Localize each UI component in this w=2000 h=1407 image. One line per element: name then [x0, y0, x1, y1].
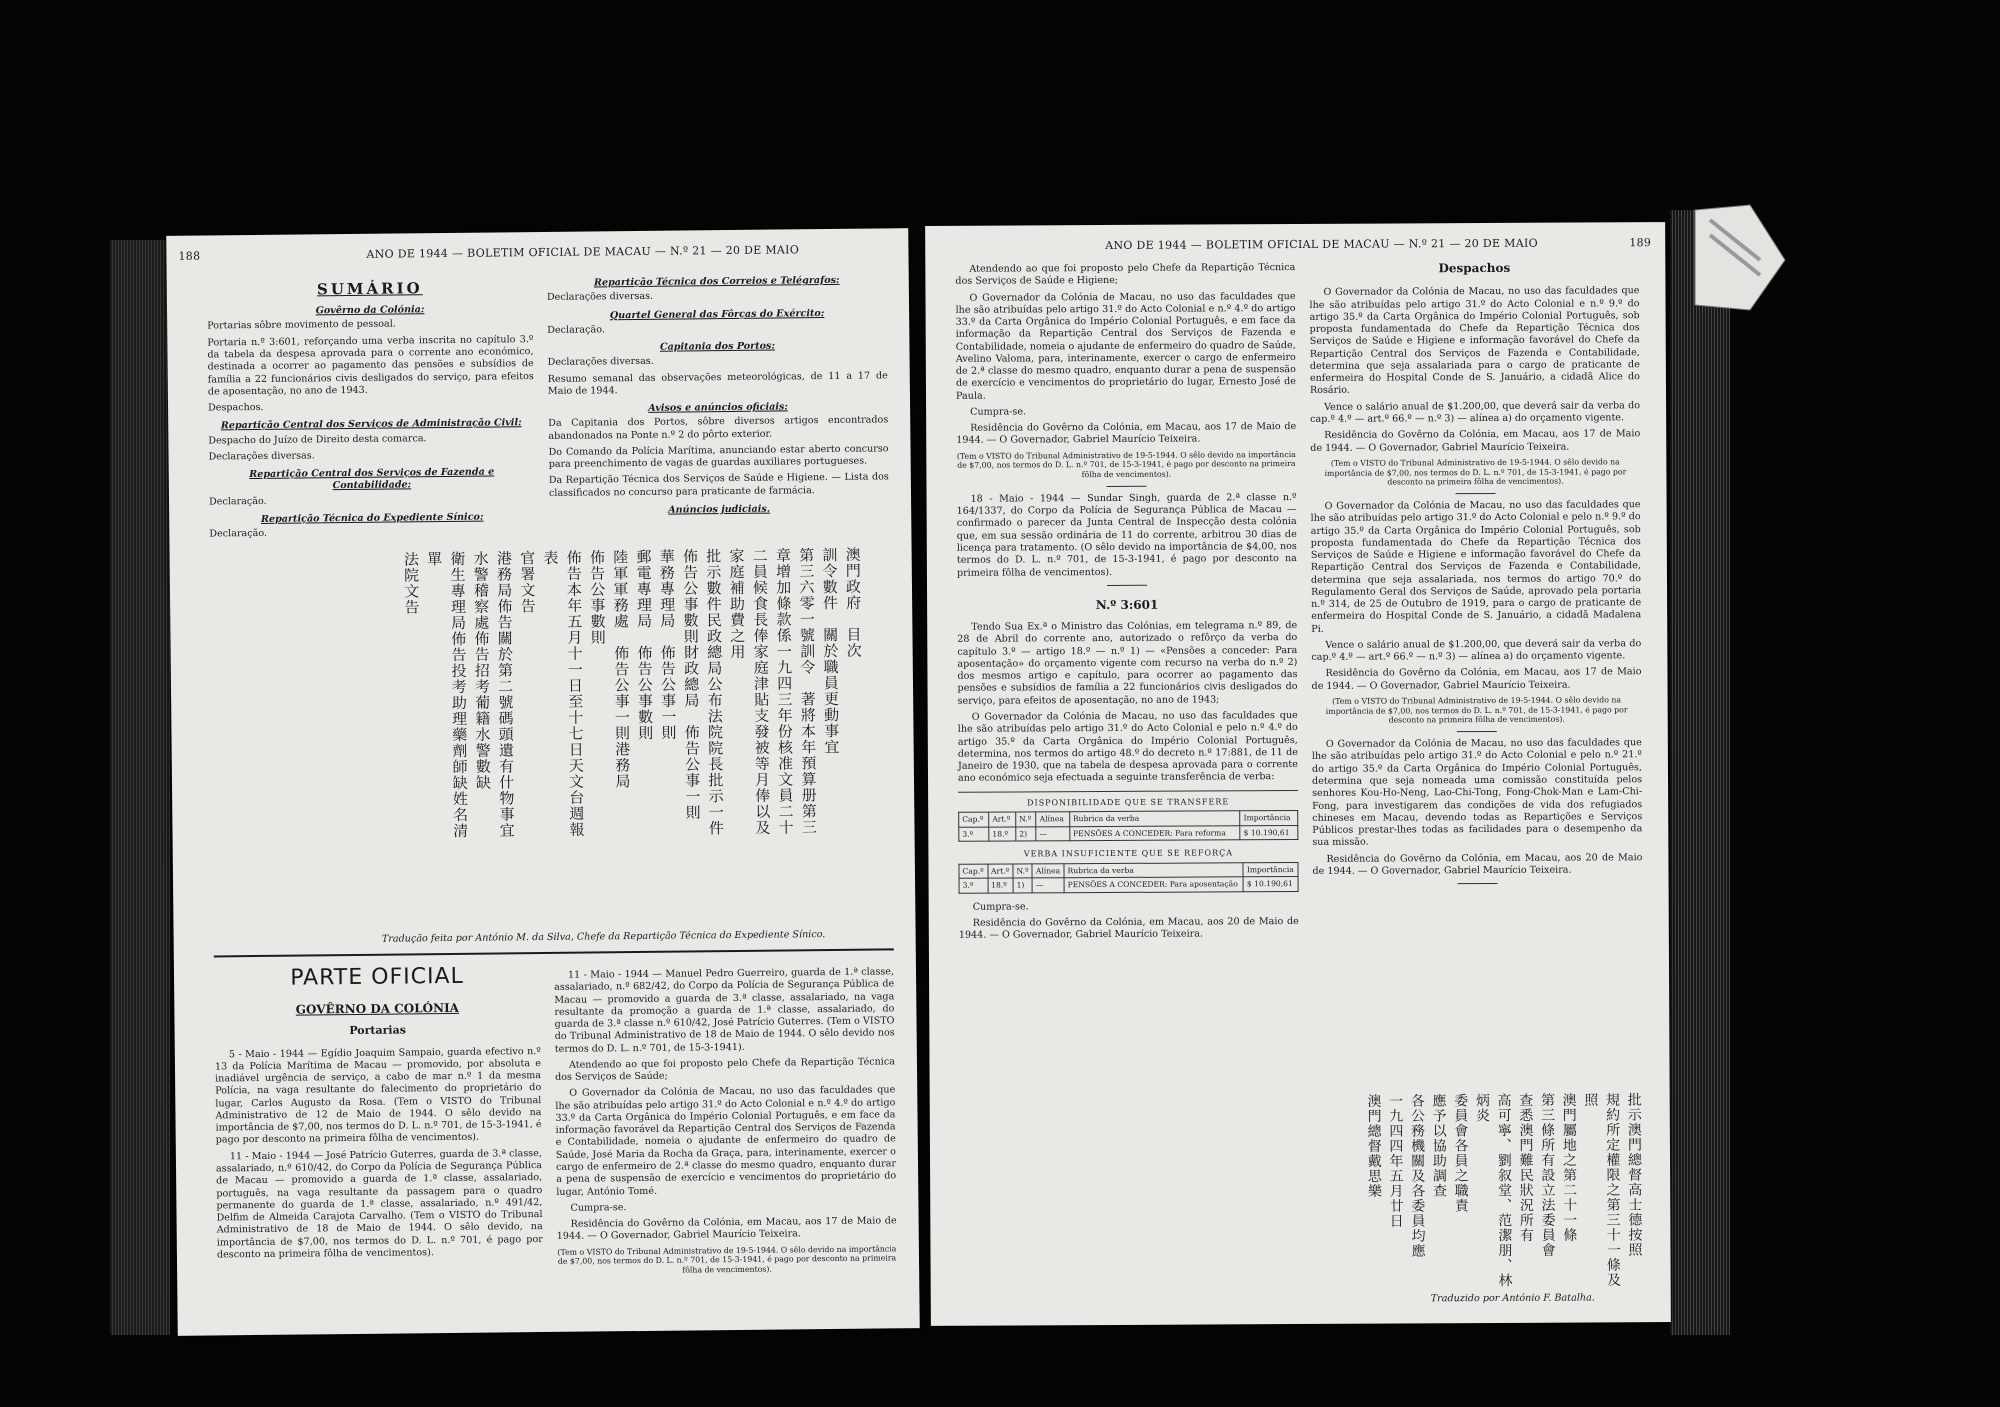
paragraph: O Governador da Colónia de Macau, no uso das faculdades que lhe são atribuídas pelo artigo 31.º do Acto Colonial e n.º 4.º do artigo 33.º da Carta Orgânica do Império Colonial Português, e em face da informação favorável da Repartição Central dos Serviços de Fazenda e Contabilidade, nomeia o ajudante de enfermeiro do quadro de Saúde, José Maria da Rocha da Graça, para, interinamente, exercer o cargo de enfermeiro de 2.ª classe do mesmo quadro, enquanto durar a pena de suspensão de exercício e vencimentos do proprietário do lugar, António Tomé. [555, 1084, 897, 1198]
page-number: 188 [178, 249, 201, 263]
portarias-heading: Portarias [349, 1022, 406, 1037]
book-edge-left [110, 240, 170, 1335]
sumario-item: Declarações diversas. [208, 450, 315, 463]
paragraph: Residência do Govêrno da Colónia, em Macau, aos 20 de Maio de 1944. — O Governador, Gabriel Maurício Teixeira. [958, 916, 1299, 942]
chinese-column: 查悉澳門難民狀況所有 [1517, 1092, 1535, 1243]
translation-note: Tradução feita por António M. da Silva, Chefe da Repartição Técnica do Expediente Sínico. [381, 929, 826, 945]
paragraph: Vence o salário anual de $1.200,00, que deverá sair da verba do cap.º 4.º — art.º 66.º — n.º 3) — alínea a) do orçamento vigente. [1311, 638, 1642, 664]
paragraph: Tendo Sua Ex.ª o Ministro das Colónias, em telegrama n.º 89, de 28 de Abril do corrente ano, autorizado o refôrço da verba do capítulo 3.º — artigo 18.º — n.º 1) — «Pensões a conceder: Para aposentação» do orçamento vigente com recurso na verba do n.º 2) dos mesmos artigo e capítulo, para ocorrer ao pagamento das pensões e subsídios de família a 22 funcionários civis desligados do serviço, para efeitos de aposentação, no ano de 1943; [957, 620, 1298, 707]
left-column [955, 262, 1299, 947]
right-column [1309, 260, 1642, 891]
sumario-section-heading: Anúncios judiciais. [668, 503, 771, 516]
table-cell: 3.º [959, 878, 988, 893]
paragraph: Residência do Govêrno da Colónia, em Macau, aos 17 de Maio de 1944. — O Governador, Gabriel Maurício Teixeira. [1310, 428, 1641, 454]
sumario-section-heading: Avisos e anúncios oficiais: [648, 401, 788, 415]
paragraph: Residência do Govêrno da Colónia, em Macau, aos 20 de Maio de 1944. — O Governador, Gabriel Maurício Teixeira. [1312, 851, 1643, 877]
page-number: 189 [1629, 236, 1652, 250]
right-column [554, 966, 897, 1282]
paragraph: O Governador da Colónia de Macau, no uso das faculdades que lhe são atribuídas pelo artigo 31.º do Acto Colonial e pelo n.º 21.º do artigo 35.º da Carta Orgânica do Império Colonial Português, determina que seja nomeada uma comissão constituída pelos senhores Kou-Ho-Neng, Lao-Chi-Tong, Fong-Chok-Man e Lam-Chi-Fong, para investigarem das condições de vida dos refugiados chineses em Macau, devendo todas as Repartições e Serviços Públicos prestar-lhes todas as facilidades para o desempenho da sua missão. [1311, 737, 1643, 849]
visto-note: (Tem o VISTO do Tribunal Administrativo de 19-5-1944. O sêlo devido na importância de $7,00, nos termos do D. L. n.º 701, de 15-3-1941, é pago por desconto na primeira fôlha de vencimentos). [956, 449, 1296, 480]
chinese-column: 公布法院院長批示一件 [705, 676, 726, 837]
table-cell: $ 10.190,61 [1240, 825, 1298, 840]
despachos-heading: Despachos [1438, 260, 1511, 276]
table-header: N.º [1016, 812, 1037, 827]
book-edge-right [1670, 210, 1730, 1335]
reinforce-table [958, 861, 1298, 893]
paragraph: 5 - Maio - 1944 — Egídio Joaquim Sampaio, guarda efectivo n.º 13 da Polícia Marítima de Macau — promovido, por absoluta e inadiável urgência de serviço, a cabo de mar n.º 1 da mesma Polícia, na vaga resultante do falecimento do proprietário do lugar, Carlos Augusto da Rosa. (Tem o VISTO do Tribunal Administrativo de 12 de Maio de 1944. O sêlo devido na importância de $7,00, nos termos do D. L. n.º 701, de 15-3-1941, é pago por desconto na primeira fôlha de vencimentos). [214, 1045, 542, 1146]
paragraph: Cumpra-se. [570, 1201, 627, 1214]
paragraph: Cumpra-se. [972, 901, 1029, 913]
table-header: Cap.º [959, 864, 988, 879]
right-page [925, 222, 1671, 1326]
table-cell: — [1036, 826, 1069, 841]
chinese-column: 佈告公事數則 [587, 549, 607, 646]
table-header: Alínea [1036, 812, 1069, 827]
table-header: Cap.º [959, 812, 989, 827]
chinese-column: 第三六零一號訓令 著將本年預算册第三章增加條款係一九四三年份核准文員二十二員候食長俸家庭津貼支發被等月俸以及家庭補助費之用 [727, 547, 819, 836]
sumario-title: SUMÁRIO [316, 279, 423, 299]
sumario-item: Resumo semanal das observações meteorológicas, de 11 a 17 de Maio de 1944. [547, 369, 888, 397]
sumario-left [207, 278, 536, 545]
paragraph: Residência do Govêrno da Colónia, em Macau, aos 17 de Maio de 1944. — O Governador, Gabriel Maurício Teixeira. [556, 1215, 897, 1243]
page-header: ANO DE 1944 — BOLETIM OFICIAL DE MACAU — N.º 21 — 20 DE MAIO [1105, 236, 1538, 253]
chinese-column: 港務局 [613, 741, 632, 790]
paragraph: Residência do Govêrno da Colónia, em Macau, aos 17 de Maio de 1944. — O Governador, Gabriel Maurício Teixeira. [956, 421, 1297, 447]
portaria-number: N.º 3:601 [1095, 597, 1159, 612]
parte-oficial-heading: PARTE OFICIAL [290, 963, 464, 991]
table-header: Importância [1240, 810, 1298, 825]
chinese-column: 批示 [1625, 1092, 1642, 1123]
left-page [166, 228, 919, 1336]
sumario-section-heading: Quartel General das Fôrças do Exército: [609, 307, 825, 321]
sundar-paragraph: 18 - Maio - 1944 — Sundar Singh, guarda de 2.ª classe n.º 164/1337, do Corpo da Polícia de Segurança Pública de Macau — confirmado o parecer da Junta Central de Inspecção desta colónia que, em sua sessão ordinária de 11 do corrente, arbitrou 30 dias de licença para tratamento. (O sêlo devido na importância de $4,00, nos termos do D. L. n.º 701, de 15-3-1941, é pago por desconto na primeira fôlha de vencimentos). [956, 491, 1297, 579]
paragraph: Residência do Govêrno da Colónia, em Macau, aos 17 de Maio de 1944. — O Governador, Gabriel Maurício Teixeira. [1311, 666, 1642, 692]
sumario-section-heading: Capitania dos Portos: [659, 340, 776, 353]
visto-note: (Tem o VISTO do Tribunal Administrativo de 19-5-1944. O sêlo devido na importância de $7,00, nos termos do D. L. n.º 701, de 15-3-1941, é pago por desconto na primeira fôlha de vencimentos). [1324, 457, 1627, 487]
chinese-column: 港務局佈告關於第二號碼頭遺有什物事宜 [494, 550, 516, 839]
chinese-column: 澳門總督高士德按照 [1625, 1122, 1643, 1258]
chinese-index [224, 547, 867, 854]
table-cell: 1) [1013, 878, 1032, 893]
table-cell: 18.º [989, 827, 1016, 842]
chinese-column: 批示數件 [704, 548, 723, 613]
chinese-column: 陸軍軍務處 佈告公事一則 [611, 549, 632, 742]
sumario-section-heading: Repartição Técnica dos Correios e Telégrafos: [593, 274, 840, 289]
sumario-item: Despacho do Juízo de Direito desta comarca. [208, 432, 427, 447]
table-cell: 18.º [988, 878, 1014, 893]
left-column [214, 962, 543, 1266]
chinese-column: 澳門總督戴思樂 [1365, 1093, 1382, 1199]
paragraph: O Governador da Colónia de Macau, no uso das faculdades que lhe são atribuídas pelo artigo 31.º do Acto Colonial e pelo n.º 9.º do artigo 35.º da Carta Orgânica do Império Colonial Português, sob proposta fundamentada do Chefe da Repartição Técnica dos Serviços de Saúde e Higiene e informação favorável do Chefe da Repartição Central dos Serviços de Fazenda e Contabilidade, determina que seja assalariada, nos termos do artigo 70.º do Regulamento Geral dos Serviços de Saúde, aprovado pela portaria n.º 314, de 25 de Outubro de 1919, para o cargo de praticante de enfermeira do Hospital Conde de S. Januário, a cidadã Madalena Pi. [1310, 499, 1642, 635]
paragraph: O Governador da Colónia de Macau, no uso das faculdades que lhe são atribuídas pelo artigo 31.º do Acto Colonial e n.º 9.º do artigo 35.º da Carta Orgânica do Império Colonial Português, sob proposta fundamentada do Chefe da Repartição Técnica dos Serviços de Saúde e Higiene e informação favorável do Chefe da Repartição Central dos Serviços de Fazenda e Contabilidade, determina que seja assalariada para o cargo de praticante de enfermeira do Hospital Conde de S. Januário, a cidadã Alice do Rosário. [1309, 285, 1640, 397]
page-header: ANO DE 1944 — BOLETIM OFICIAL DE MACAU — N.º 21 — 20 DE MAIO [366, 243, 800, 261]
divider [214, 948, 894, 957]
table-header: Importância [1243, 862, 1298, 877]
chinese-column: 佈告公事數則 [680, 548, 700, 645]
paragraph: O Governador da Colónia de Macau, no uso das faculdades que lhe são atribuídas pelo artigo 31.º do Acto Colonial e pelo n.º 4.º do artigo 35.º da Carta Orgânica do Império Colonial Português, determina, nos termos do artigo 48.º do decreto n.º 17:881, de 11 de Janeiro de 1930, que na tabela de despesa aprovada para o corrente ano económico seja efectuada a seguinte transferência de verba: [957, 710, 1298, 785]
paragraph: Atendendo ao que foi proposto pelo Chefe da Repartição Técnica dos Serviços de Saúde e Higiene; [955, 262, 1296, 288]
sumario-item: Declaração. [208, 495, 267, 508]
sumario-section-heading: Repartição Técnica do Expediente Sínico: [260, 511, 484, 525]
table1-title: DISPONIBILIDADE QUE SE TRANSFERE [1027, 796, 1230, 808]
sumario-section-heading: Govêrno da Colónia: [315, 304, 425, 317]
sumario-item: Portaria n.º 3:601, reforçando uma verba inscrita no capítulo 3.º da tabela da despesa aprovada para o corrente ano económico, destinada a ocorrer ao pagamento das pensões e subsídios de família a 22 funcionários civis desligados do serviço, para efeitos de aposentação, no ano de 1943. [207, 333, 534, 398]
chinese-column: 郵電專理局 佈告公事數則 [634, 548, 655, 742]
sumario-item: Declarações diversas. [547, 356, 654, 369]
chinese-column: 規約所定權限之第三十一條及照 [1582, 1092, 1622, 1288]
table-header: Rubrica da verba [1069, 811, 1240, 827]
sumario-item: Declarações diversas. [546, 291, 654, 304]
translator-credit: Traduzido por António F. Batalha. [1430, 1292, 1595, 1305]
sumario-item: Portarias sôbre movimento de pessoal. [207, 318, 396, 332]
table-cell: 2) [1016, 826, 1037, 841]
paragraph: 11 - Maio - 1944 — Manuel Pedro Guerreiro, guarda de 1.ª classe, assalariado, n.º 682/42, do Corpo da Polícia de Segurança Pública de Macau — promovido a guarda de 3.ª classe, assalariado, na vaga resultante da promoção a guarda de 1.ª classe, assalariado, do guarda de 3.ª classe n.º 610/42, José Patrício Guterres. (Tem o VISTO do Tribunal Administrativo de 18 de Maio de 1944. O sêlo devido nos termos do D. L. n.º 701, de 15-3-1941). [554, 966, 895, 1055]
sumario-item: Da Capitania dos Portos, sôbre diversos artigos encontrados abandonados na Ponte n.º 2 do pôrto exterior. [548, 414, 889, 442]
chinese-column: 委員會各員之職責 [1452, 1093, 1469, 1214]
page-tab-marker [1690, 200, 1790, 320]
paragraph: 11 - Maio - 1944 — José Patrício Guterres, guarda de 3.ª classe, assalariado, n.º 610/42, do Corpo da Polícia de Segurança Pública de Macau — promovido a guarda de 1.ª classe, assalariado, português, na vaga resultante da passagem para o quadro permanente do guarda de 1.ª classe, assalariado, n.º 491/42, Delfim de Almeida Carajota Carvalho. (Tem o VISTO do Tribunal Administrativo de 18 de Maio de 1944. O sêlo devido, na importância de $7,00, nos termos do D. L. n.º 701, é pago por desconto na primeira fôlha de vencimentos). [215, 1147, 543, 1261]
chinese-column: 水警稽察處佈告招考葡籍水警數缺 [471, 550, 493, 791]
chinese-column: 官署文告 [518, 550, 537, 615]
table-header: Rubrica da verba [1064, 862, 1243, 878]
paragraph: Atendendo ao que foi proposto pelo Chefe da Repartição Técnica dos Serviços de Saúde; [555, 1056, 896, 1084]
transfer-table [958, 810, 1298, 842]
chinese-column: 衛生專理局佈告投考助理藥劑師缺姓名清單 [425, 550, 470, 839]
sumario-section-heading: Repartição Central dos Serviços de Administração Civil: [220, 417, 522, 432]
table-header: N.º [1013, 863, 1032, 878]
paragraph: Vence o salário anual de $1.200,00, que deverá sair da verba do cap.º 4.º — art.º 66.º — n.º 3) — alínea a) do orçamento vigente. [1310, 399, 1641, 425]
chinese-column: 財政總局 佈告公事一則 [681, 644, 702, 821]
visto-note: (Tem o VISTO do Tribunal Administrativo de 19-5-1944. O sêlo devido na importância de $7,00, nos termos do D. L. n.º 701, de 15-3-1941, é pago por desconto na primeira fôlha de vencimentos). [557, 1243, 897, 1275]
table-header: Art.º [987, 863, 1013, 878]
chinese-column: 高可寧、劉叙堂、范潔朋、林炳炎 [1473, 1092, 1513, 1288]
chinese-column: 第三條所有設立法委員會 [1538, 1092, 1556, 1258]
sumario-item: Declaração. [547, 324, 605, 336]
paragraph: Cumpra-se. [970, 406, 1027, 418]
visto-note: (Tem o VISTO do Tribunal Administrativo de 19-5-1944. O sêlo devido na importância de $7,00, nos termos do D. L. n.º 701, de 15-3-1941, é pago por desconto na primeira fôlha de vencimentos). [1325, 695, 1628, 725]
chinese-column: 一九四四年五月廿日 [1387, 1093, 1404, 1229]
chinese-column: 澳門政府 目次 [843, 546, 863, 659]
sumario-section-heading: Repartição Central dos Serviços de Fazenda e Contabilidade: [249, 466, 495, 492]
chinese-column: 澳門屬地之第二十一條 [1560, 1092, 1578, 1243]
governo-heading: GOVÊRNO DA COLÓNIA [295, 1001, 460, 1017]
sumario-right [547, 268, 890, 520]
sumario-item: Despachos. [208, 401, 264, 414]
table-header: Alínea [1032, 863, 1064, 878]
table-cell: $ 10.190,61 [1243, 877, 1298, 892]
chinese-column: 佈告本年五月十一日至十七日天文台週報表 [541, 549, 586, 838]
table-cell: PENSÕES A CONCEDER: Para aposentação [1064, 877, 1243, 893]
chinese-column: 各公務機關及各委員均應 [1408, 1093, 1426, 1259]
table-cell: 3.º [959, 827, 989, 842]
chinese-column: 訓令數件 關於職員更動事宜 [820, 546, 841, 756]
table-cell: — [1032, 878, 1064, 893]
table-cell: PENSÕES A CONCEDER: Para reforma [1069, 825, 1240, 841]
table2-title: VERBA INSUFICIENTE QUE SE REFORÇA [1023, 848, 1234, 859]
chinese-column: 應予以協助調查 [1430, 1093, 1448, 1199]
sumario-item: Declaração. [209, 528, 268, 540]
table-header: Art.º [989, 812, 1016, 827]
paragraph: O Governador da Colónia de Macau, no uso das faculdades que lhe são atribuídas pelo artigo 31.º do Acto Colonial e n.º 4.º do artigo 33.º da Carta Orgânica do Império Colonial Português, e em face da informação da Repartição Central dos Serviços de Fazenda e Contabilidade, nomeia o ajudante de enfermeiro do quadro de Saúde, Avelino Valoma, para, interinamente, exercer o cargo de enfermeiro de 2.ª classe do mesmo quadro, enquanto durar a pena de suspensão de exercício e vencimentos do proprietário do lugar, Ernesto José de Paula. [955, 290, 1296, 402]
chinese-column: 華務專理局 佈告公事一則 [657, 548, 678, 741]
chinese-column: 法院文告 [401, 551, 421, 616]
chinese-column: 民政總局 [704, 612, 724, 677]
sumario-item: Do Comando da Polícia Marítima, anunciando estar aberto concurso para preenchimento de vagas de guardas auxiliares portugueses. [548, 443, 889, 471]
chinese-despacho [1314, 1092, 1645, 1294]
sumario-item: Da Repartição Técnica dos Serviços de Saúde e Higiene. — Lista dos classificados no concurso para praticante de farmácia. [548, 471, 889, 499]
